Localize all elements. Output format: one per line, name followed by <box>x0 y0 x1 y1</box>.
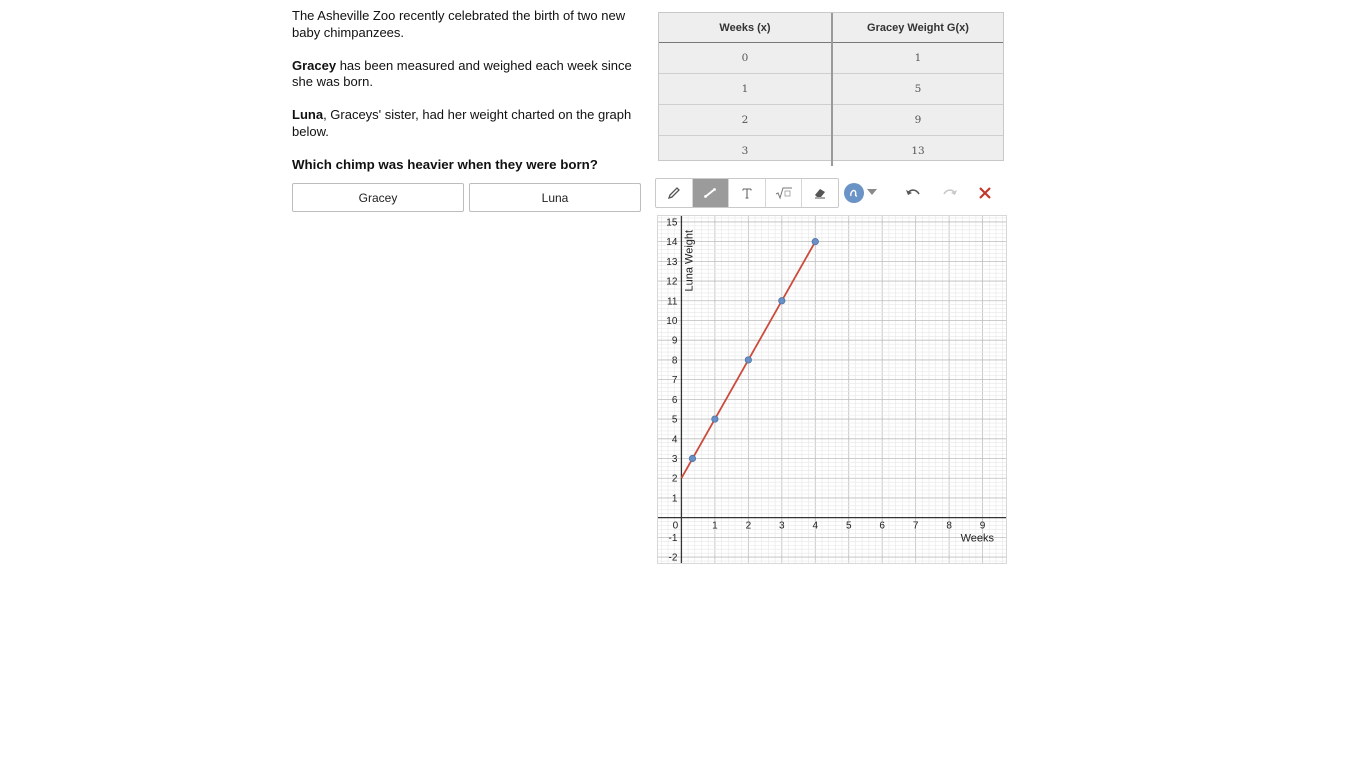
data-point <box>712 416 718 422</box>
y-tick-label: 3 <box>671 454 678 466</box>
data-point <box>745 357 751 363</box>
table-row <box>659 136 1003 167</box>
x-tick-label: 0 <box>672 520 679 532</box>
choice-luna-button[interactable]: Luna <box>469 183 641 212</box>
x-tick-label: 2 <box>745 520 752 532</box>
drawing-toolbar <box>655 178 1005 208</box>
y-axis-label: Luna Weight <box>683 229 696 292</box>
sqrt-icon <box>775 186 793 200</box>
text-icon <box>740 186 754 200</box>
y-tick-label: 10 <box>666 315 678 327</box>
question-prompt: Which chimp was heavier when they were born? <box>292 156 598 172</box>
table-cell: 0 <box>659 43 832 74</box>
question-text <box>292 8 637 183</box>
table-cell: 9 <box>832 105 1003 136</box>
x-tick-label: 9 <box>979 520 986 532</box>
answer-choices <box>292 183 641 212</box>
x-tick-label: 3 <box>779 520 785 532</box>
equation-tool-button[interactable] <box>766 179 803 207</box>
table-cell: 3 <box>659 136 832 167</box>
x-tick-label: 1 <box>712 520 718 532</box>
graph-canvas[interactable] <box>658 216 1006 563</box>
table-row <box>659 43 1003 74</box>
close-icon <box>978 186 992 200</box>
gracey-weight-table <box>658 12 1004 161</box>
y-tick-label: 12 <box>666 276 678 288</box>
clear-button[interactable] <box>975 183 995 203</box>
table-cell: 1 <box>659 74 832 105</box>
table-cell: 5 <box>832 74 1003 105</box>
gracey-paragraph: Gracey has been measured and weighed each week since she was born. <box>292 57 632 89</box>
y-tick-label: 9 <box>671 335 678 347</box>
y-tick-label: 7 <box>671 375 678 387</box>
eraser-icon <box>813 186 827 200</box>
redo-button[interactable] <box>940 183 960 203</box>
y-tick-label: 4 <box>671 434 678 446</box>
y-tick-label: 5 <box>671 414 678 426</box>
undo-icon <box>905 187 921 199</box>
data-point <box>779 298 785 304</box>
table-row <box>659 105 1003 136</box>
text-tool-button[interactable] <box>729 179 766 207</box>
pen-color-icon <box>848 187 860 199</box>
undo-button[interactable] <box>903 183 923 203</box>
pencil-tool-button[interactable] <box>656 179 693 207</box>
y-tick-label: 13 <box>666 256 678 268</box>
luna-paragraph: Luna, Graceys' sister, had her weight charted on the graph below. <box>292 107 632 139</box>
x-tick-label: 7 <box>912 520 919 532</box>
table-header-weight: Gracey Weight G(x) <box>832 13 1003 43</box>
x-tick-label: 8 <box>946 520 952 532</box>
y-tick-label: 15 <box>666 217 678 229</box>
y-tick-label: 6 <box>671 394 678 406</box>
x-tick-label: 5 <box>845 520 852 532</box>
table-cell: 13 <box>832 136 1003 167</box>
x-axis-label: Weeks <box>960 532 994 545</box>
tool-group <box>655 178 839 208</box>
table-cell: 2 <box>659 105 832 136</box>
x-tick-label: 6 <box>879 520 885 532</box>
y-tick-label: 11 <box>667 296 678 308</box>
y-tick-label: 1 <box>671 493 678 505</box>
y-tick-label: 14 <box>666 237 678 249</box>
y-tick-label: -1 <box>668 532 678 544</box>
color-picker-button[interactable] <box>844 183 864 203</box>
table-cell: 1 <box>832 43 1003 74</box>
luna-weight-graph[interactable] <box>657 215 1007 564</box>
redo-icon <box>942 187 958 199</box>
y-tick-label: 2 <box>671 473 678 485</box>
y-tick-label: 8 <box>671 355 678 367</box>
table-row <box>659 74 1003 105</box>
pencil-icon <box>667 186 681 200</box>
choice-gracey-button[interactable]: Gracey <box>292 183 464 212</box>
eraser-tool-button[interactable] <box>802 179 838 207</box>
x-tick-label: 4 <box>812 520 819 532</box>
intro-paragraph: The Asheville Zoo recently celebrated the birth of two new baby chimpanzees. <box>292 8 626 40</box>
line-tool-button[interactable] <box>693 179 730 207</box>
data-point <box>689 455 695 461</box>
line-icon <box>703 186 717 200</box>
y-tick-label: -2 <box>668 552 678 563</box>
table-header-weeks: Weeks (x) <box>659 13 832 43</box>
chevron-down-icon[interactable] <box>867 189 877 195</box>
data-point <box>812 238 818 244</box>
